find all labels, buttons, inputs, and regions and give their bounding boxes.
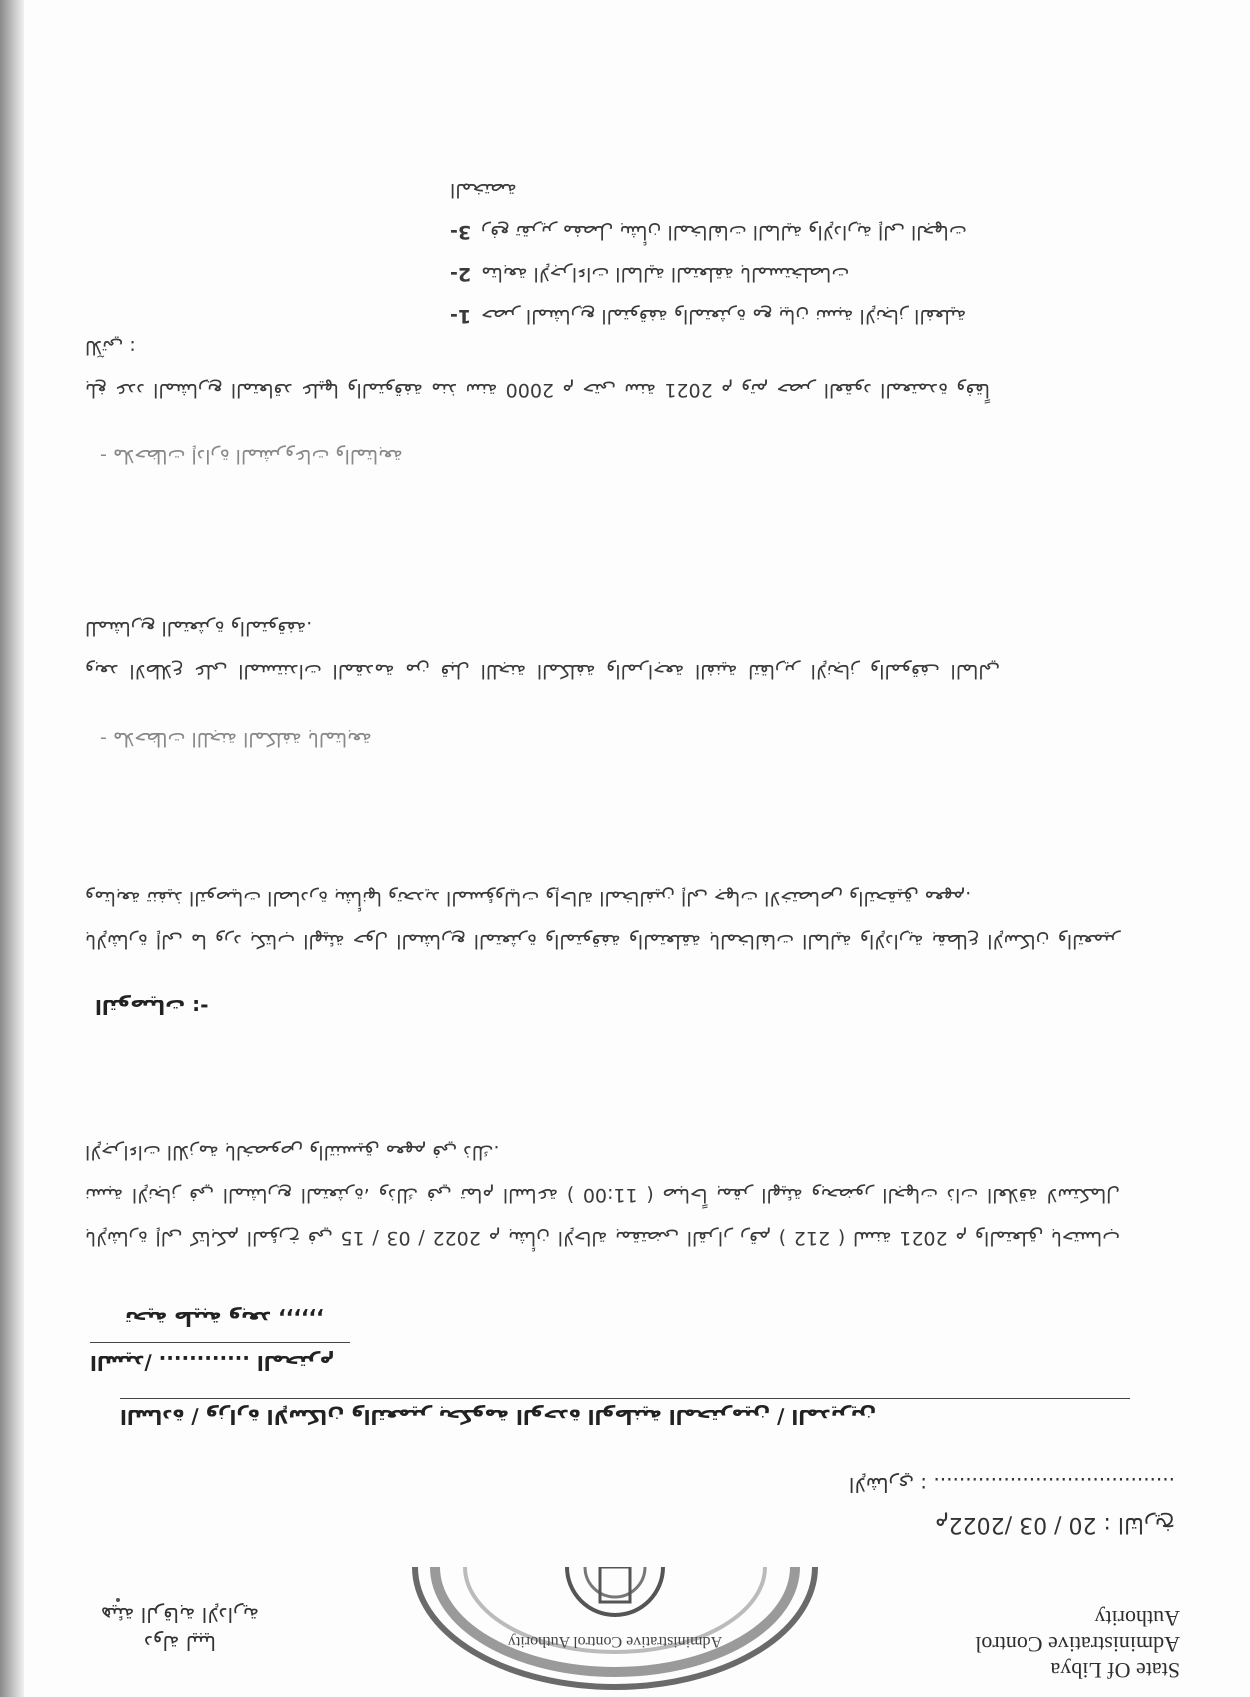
body-paragraph-3: وبعد الاطلاع على المستندات المقدمة من قبل اللجنة المكلفة والمراجعة الفنية لتقارير الإنجاز والموقف المالي للمشاريع المتعثرة والمتوقفة. bbox=[85, 617, 1000, 682]
letterhead-arabic-line1: دولة ليبيا bbox=[143, 1631, 217, 1655]
list-item bbox=[450, 169, 985, 253]
authority-emblem bbox=[395, 1567, 835, 1697]
letterhead-english-text: State Of Libya Administrative Control Authority bbox=[975, 1606, 1180, 1683]
numbered-list bbox=[450, 169, 985, 337]
arabic-letterhead bbox=[80, 1601, 280, 1657]
body-paragraph-2: بالإشارة إلى ما ورد بكتاب الهيئة حول المشاريع المتعثرة والمتوقفة والمتعلقة بالمخالفات المالية والإدارية بقطاع الإسكان والتعمير ومتابعة تنفيذ التوصيات الصادرة بشأنها وتحديد المسؤوليات وإحالة المخالفين إلى جهات الاختصاص والتحقيق معهم. bbox=[85, 887, 1120, 952]
list-item bbox=[450, 253, 985, 295]
list-item-number: -2 bbox=[450, 263, 472, 285]
recipient-title: السيد/ ............ المحترم bbox=[90, 1342, 350, 1375]
english-letterhead bbox=[960, 1605, 1180, 1683]
scan-edge-shadow bbox=[0, 0, 24, 1697]
body-paragraph-4: بلغ عدد المشاريع المتعاقد عليها والمتوقفة منذ سنة 2000 م حتى سنة 2021 م وتم حصر العقود المعتمدة وفقاً للآتي : bbox=[84, 336, 990, 401]
section-title-projects-notes: - ملاحظات إدارة المشروعات والمتابعة bbox=[100, 445, 403, 467]
letter-date: م2022/ 03 / 20 : التاريخ bbox=[935, 1512, 1175, 1537]
greeting: تحية طيبة وبعد ,,,,,, bbox=[125, 1307, 324, 1331]
scan-dot bbox=[116, 1598, 120, 1602]
addressee-line: السادة / وزارة الإسكان والتعمير بحكومة الوحدة الوطنية المحترمين / المديرين bbox=[120, 1398, 1130, 1429]
list-item-number: -3 bbox=[450, 221, 472, 243]
section-title-recommendations: التوصيات :- bbox=[95, 995, 209, 1019]
body-paragraph-1: بالإشارة إلى كتابكم المؤرخ في 15 / 03 / 2022 م بشأن الإحالة بمقتضى القرار رقم ( 212 ) لسنة 2021 م والمتعلق باحتساب نسبة الإنجاز في المشاريع المتعثرة، وذلك في تمام الساعة ( 11:00 ) صباحاً بمقر الهيئة وبحضور الجهات ذات العلاقة لاستكمال الإجراءات اللازمة بالخصوص والتنسيق معهم في ذلك. bbox=[84, 1141, 1120, 1249]
section-title-committee-notes: - ملاحظات اللجنة المكلفة بالمتابعة bbox=[100, 728, 372, 750]
list-item-number: -1 bbox=[450, 305, 472, 327]
letter-reference: الإشاري : ...................................... bbox=[848, 1473, 1175, 1497]
list-item-text: رفع تقرير مفصل بشأن المخالفات المالية والإدارية إلى الجهات المختصة bbox=[450, 179, 967, 243]
list-item bbox=[450, 295, 985, 337]
letterhead-arabic-line2: هيئة الرقابة الإدارية bbox=[100, 1603, 260, 1627]
emblem-text: Administrative Control Authority bbox=[507, 1633, 723, 1650]
list-item-text: حصر المشاريع المتوقفة والمتعثرة مع بيان نسبة الإنجاز الفعلية bbox=[481, 305, 967, 327]
list-item-text: متابعة الإجراءات المالية المتعلقة بالمستخلصات bbox=[481, 263, 850, 285]
